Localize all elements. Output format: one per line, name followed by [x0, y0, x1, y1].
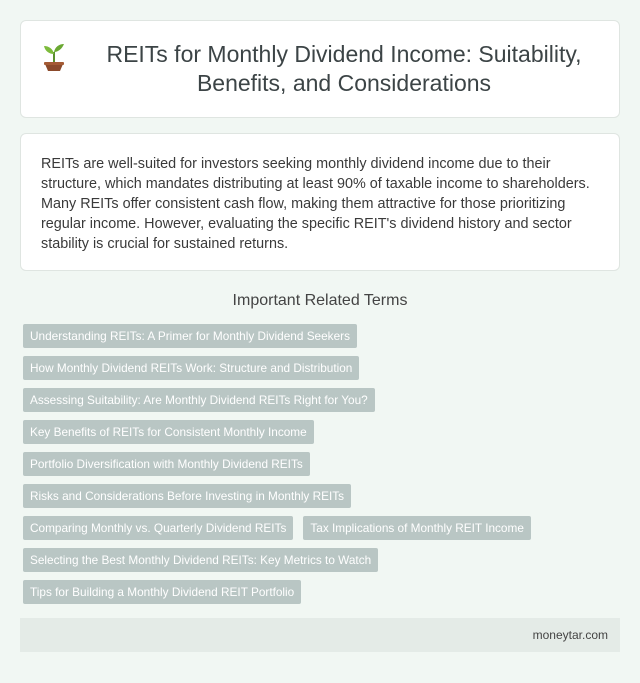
related-terms-list	[23, 324, 623, 612]
term-tag[interactable]: Assessing Suitability: Are Monthly Dividend REITs Right for You?	[23, 388, 375, 412]
term-row	[23, 548, 623, 572]
term-row	[23, 516, 623, 540]
term-row	[23, 356, 623, 380]
term-tag[interactable]: Comparing Monthly vs. Quarterly Dividend REITs	[23, 516, 293, 540]
term-row	[23, 580, 623, 604]
summary-text: REITs are well-suited for investors seeking monthly dividend income due to their structure, which mandates distributing at least 90% of taxable income to shareholders. Many REITs offer consistent cash flow, making them attractive for those prioritizing regular income. However, evaluating the specific REIT's dividend history and sector stability is crucial for sustained returns.	[41, 156, 590, 252]
sprout-icon	[41, 42, 67, 72]
term-row	[23, 388, 623, 412]
related-terms-heading: Important Related Terms	[232, 292, 408, 309]
term-row	[23, 420, 623, 444]
term-row	[23, 452, 623, 476]
term-tag[interactable]: Tips for Building a Monthly Dividend REIT Portfolio	[23, 580, 301, 604]
term-tag[interactable]: How Monthly Dividend REITs Work: Structure and Distribution	[23, 356, 359, 380]
term-row	[23, 484, 623, 508]
site-name[interactable]: moneytar.com	[532, 628, 608, 642]
term-tag[interactable]: Tax Implications of Monthly REIT Income	[303, 516, 531, 540]
term-tag[interactable]: Portfolio Diversification with Monthly Dividend REITs	[23, 452, 310, 476]
term-tag[interactable]: Understanding REITs: A Primer for Monthly Dividend Seekers	[23, 324, 357, 348]
term-row	[23, 324, 623, 348]
title-card	[20, 20, 620, 118]
term-tag[interactable]: Risks and Considerations Before Investing in Monthly REITs	[23, 484, 351, 508]
page-title: REITs for Monthly Dividend Income: Suitability, Benefits, and Considerations	[106, 41, 582, 96]
term-tag[interactable]: Key Benefits of REITs for Consistent Monthly Income	[23, 420, 314, 444]
title-wrap	[21, 40, 619, 98]
footer	[20, 618, 620, 652]
summary-card	[20, 133, 620, 271]
term-tag[interactable]: Selecting the Best Monthly Dividend REITs: Key Metrics to Watch	[23, 548, 378, 572]
